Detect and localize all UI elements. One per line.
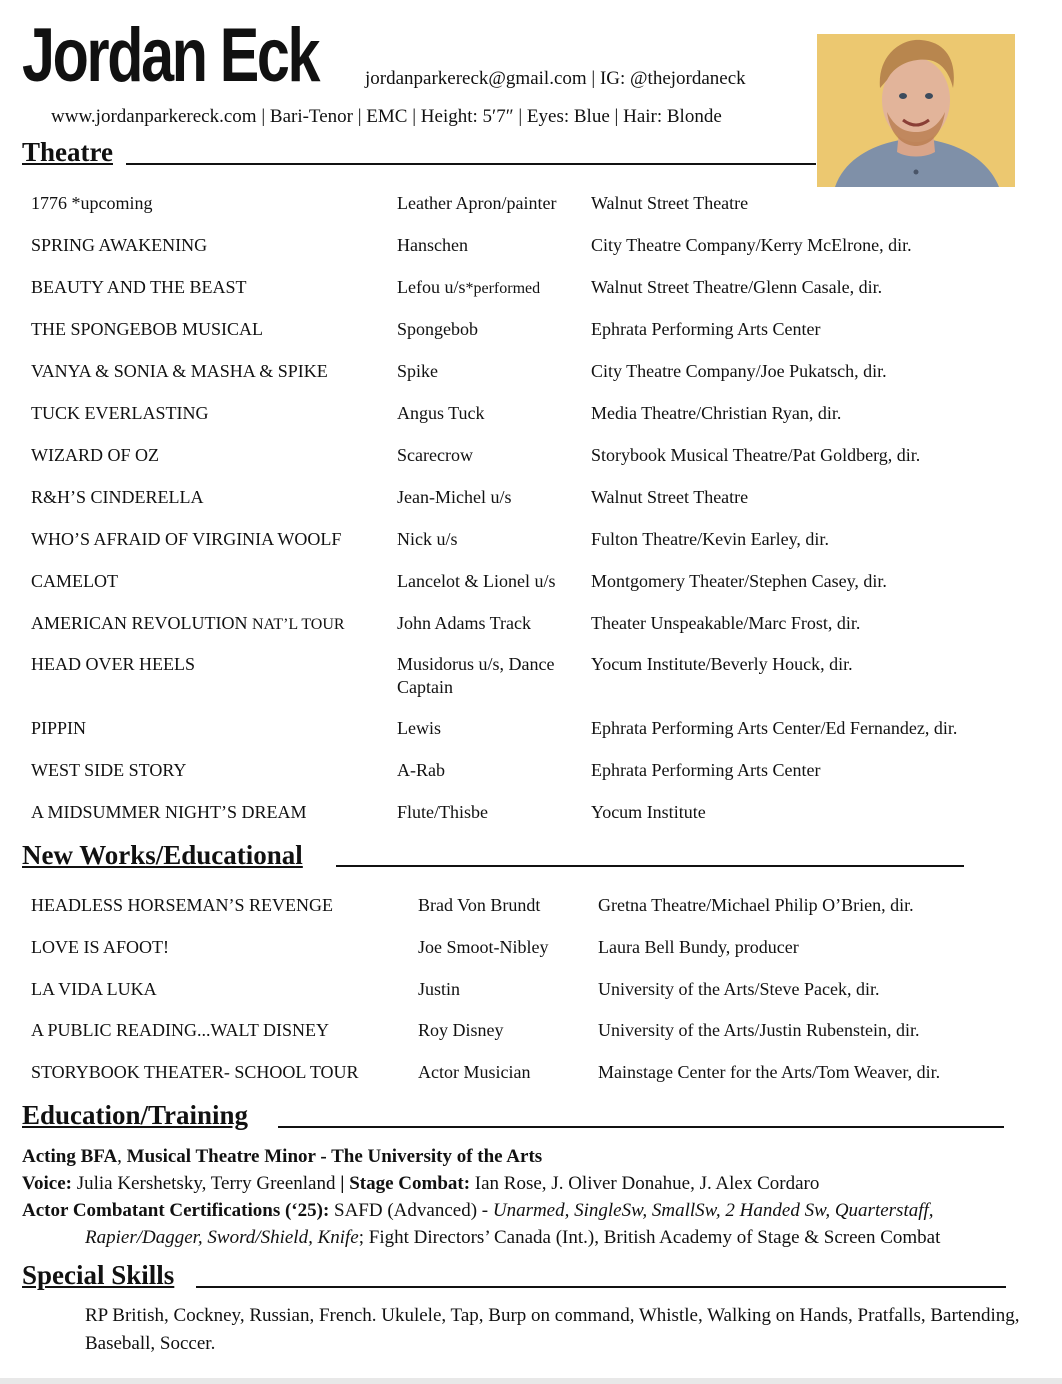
venue: Walnut Street Theatre <box>591 193 749 213</box>
role-text: Lefou u/s <box>397 277 466 297</box>
section-divider <box>196 1286 1006 1288</box>
details-line <box>51 106 722 128</box>
show-title: 1776 *upcoming <box>31 193 153 213</box>
section-divider <box>278 1126 1004 1128</box>
punctuation: , <box>117 1146 122 1167</box>
show-title: THE SPONGEBOB MUSICAL <box>31 319 264 339</box>
show-title: HEAD OVER HEELS <box>31 654 195 674</box>
headshot-photo <box>817 34 1015 187</box>
show-title: WHO’S AFRAID OF VIRGINIA WOOLF <box>31 529 342 549</box>
page-bottom-edge <box>0 1378 1062 1384</box>
role <box>397 276 540 300</box>
venue: Laura Bell Bundy, producer <box>598 937 799 957</box>
role: Spongebob <box>397 319 478 339</box>
show-title: A MIDSUMMER NIGHT’S DREAM <box>31 802 307 822</box>
venue: Ephrata Performing Arts Center <box>591 760 821 780</box>
voice-type: Bari-Tenor <box>269 106 353 127</box>
skills-text: RP British, Cockney, Russian, French. Ukulele, Tap, Burp on command, Whistle, Walking on Hands, Pratfalls, Bartending, Baseball, Soccer. <box>85 1305 1020 1354</box>
role: John Adams Track <box>397 613 532 633</box>
venue: Walnut Street Theatre <box>591 487 749 507</box>
union-status: EMC <box>366 106 408 127</box>
role: Leather Apron/painter <box>397 193 557 213</box>
role: Justin <box>418 979 461 999</box>
venue: Ephrata Performing Arts Center/Ed Fernandez, dir. <box>591 718 958 738</box>
combat-teachers: Ian Rose, J. Oliver Donahue, J. Alex Cordaro <box>474 1173 820 1194</box>
venue: Media Theatre/Christian Ryan, dir. <box>591 403 842 423</box>
cert-other: ; Fight Directors’ Canada (Int.), British Academy of Stage & Screen Combat <box>358 1227 941 1248</box>
education-section-title: Education/Training <box>22 1100 249 1130</box>
new-works-section-title: New Works/Educational <box>22 840 303 870</box>
actor-name: Jordan Eck <box>22 13 319 98</box>
show-title: STORYBOOK THEATER- SCHOOL TOUR <box>31 1062 359 1082</box>
role: Musidorus u/s, Dance Captain <box>397 654 555 697</box>
venue: University of the Arts/Steve Pacek, dir. <box>598 979 880 999</box>
venue: Yocum Institute <box>591 802 706 822</box>
instagram-handle: IG: @thejordaneck <box>599 68 746 89</box>
separator: | <box>614 106 619 127</box>
theatre-section-title: Theatre <box>22 137 113 167</box>
combat-label: Stage Combat: <box>349 1173 471 1194</box>
role: Angus Tuck <box>397 403 485 423</box>
venue: University of the Arts/Justin Rubenstein, dir. <box>598 1020 920 1040</box>
show-title: WIZARD OF OZ <box>31 445 159 465</box>
show-title: HEADLESS HORSEMAN’S REVENGE <box>31 895 334 915</box>
venue: Yocum Institute/Beverly Houck, dir. <box>591 654 853 674</box>
degree-line <box>22 1143 1042 1170</box>
cert-label: Actor Combatant Certifications (‘25): <box>22 1200 330 1221</box>
venue: Storybook Musical Theatre/Pat Goldberg, dir. <box>591 445 921 465</box>
separator: | <box>357 106 362 127</box>
education-block <box>22 1143 1042 1251</box>
venue: City Theatre Company/Joe Pukatsch, dir. <box>591 361 887 381</box>
role: Lewis <box>397 718 441 738</box>
role: Jean-Michel u/s <box>397 487 512 507</box>
eyes-text: Eyes: Blue <box>526 106 610 127</box>
show-title: BEAUTY AND THE BEAST <box>31 277 247 297</box>
show-title <box>31 612 345 636</box>
height-text: Height: 5′7″ <box>420 106 514 127</box>
website-text: www.jordanparkereck.com <box>51 106 257 127</box>
show-title: PIPPIN <box>31 718 87 738</box>
show-note: NAT’L TOUR <box>251 616 345 633</box>
skills-section-title: Special Skills <box>22 1260 175 1290</box>
role: Flute/Thisbe <box>397 802 488 822</box>
venue: Walnut Street Theatre/Glenn Casale, dir. <box>591 277 883 297</box>
role: Scarecrow <box>397 445 473 465</box>
voice-teachers: Julia Kershetsky, Terry Greenland <box>76 1173 336 1194</box>
venue: Gretna Theatre/Michael Philip O’Brien, dir. <box>598 895 914 915</box>
certifications-line <box>22 1197 1042 1224</box>
venue: Ephrata Performing Arts Center <box>591 319 821 339</box>
email-text: jordanparkereck@gmail.com <box>365 68 587 89</box>
show-title: LOVE IS AFOOT! <box>31 937 169 957</box>
degree-detail: Musical Theatre Minor - The University of the Arts <box>126 1146 543 1167</box>
contact-line <box>365 68 746 90</box>
show-text: AMERICAN REVOLUTION <box>31 613 248 633</box>
venue: Mainstage Center for the Arts/Tom Weaver, dir. <box>598 1062 941 1082</box>
show-title: CAMELOT <box>31 571 118 591</box>
role: Roy Disney <box>418 1020 504 1040</box>
cert-weapons: Unarmed, SingleSw, SmallSw, 2 Handed Sw, Quarterstaff, <box>492 1200 934 1221</box>
section-divider <box>336 865 964 867</box>
section-divider <box>126 163 816 165</box>
role-note: *performed <box>465 280 541 297</box>
show-title: TUCK EVERLASTING <box>31 403 209 423</box>
role: Spike <box>397 361 439 381</box>
show-title: LA VIDA LUKA <box>31 979 157 999</box>
separator: | <box>261 106 266 127</box>
venue: Theater Unspeakable/Marc Frost, dir. <box>591 613 861 633</box>
venue: Montgomery Theater/Stephen Casey, dir. <box>591 571 887 591</box>
role: Joe Smoot-Nibley <box>418 937 549 957</box>
cert-weapons-cont: Rapier/Dagger, Sword/Shield, Knife <box>85 1227 359 1248</box>
separator: | <box>340 1173 345 1194</box>
show-title: WEST SIDE STORY <box>31 760 187 780</box>
separator: | <box>518 106 523 127</box>
separator: | <box>591 68 596 89</box>
show-title: R&H’S CINDERELLA <box>31 487 204 507</box>
degree-name: Acting BFA <box>22 1146 118 1167</box>
cert-safd: SAFD (Advanced) - <box>334 1200 489 1221</box>
venue: Fulton Theatre/Kevin Earley, dir. <box>591 529 829 549</box>
voice-label: Voice: <box>22 1173 72 1194</box>
show-title: VANYA & SONIA & MASHA & SPIKE <box>31 361 328 381</box>
certifications-continued <box>22 1224 1042 1251</box>
separator: | <box>412 106 417 127</box>
voice-combat-line <box>22 1170 1042 1197</box>
role: A-Rab <box>397 760 445 780</box>
show-title: A PUBLIC READING...WALT DISNEY <box>31 1020 330 1040</box>
role: Brad Von Brundt <box>418 895 541 915</box>
role: Nick u/s <box>397 529 458 549</box>
role: Lancelot & Lionel u/s <box>397 571 556 591</box>
role: Actor Musician <box>418 1062 531 1082</box>
venue: City Theatre Company/Kerry McElrone, dir. <box>591 235 912 255</box>
hair-text: Hair: Blonde <box>623 106 722 127</box>
show-title: SPRING AWAKENING <box>31 235 208 255</box>
role: Hanschen <box>397 235 468 255</box>
